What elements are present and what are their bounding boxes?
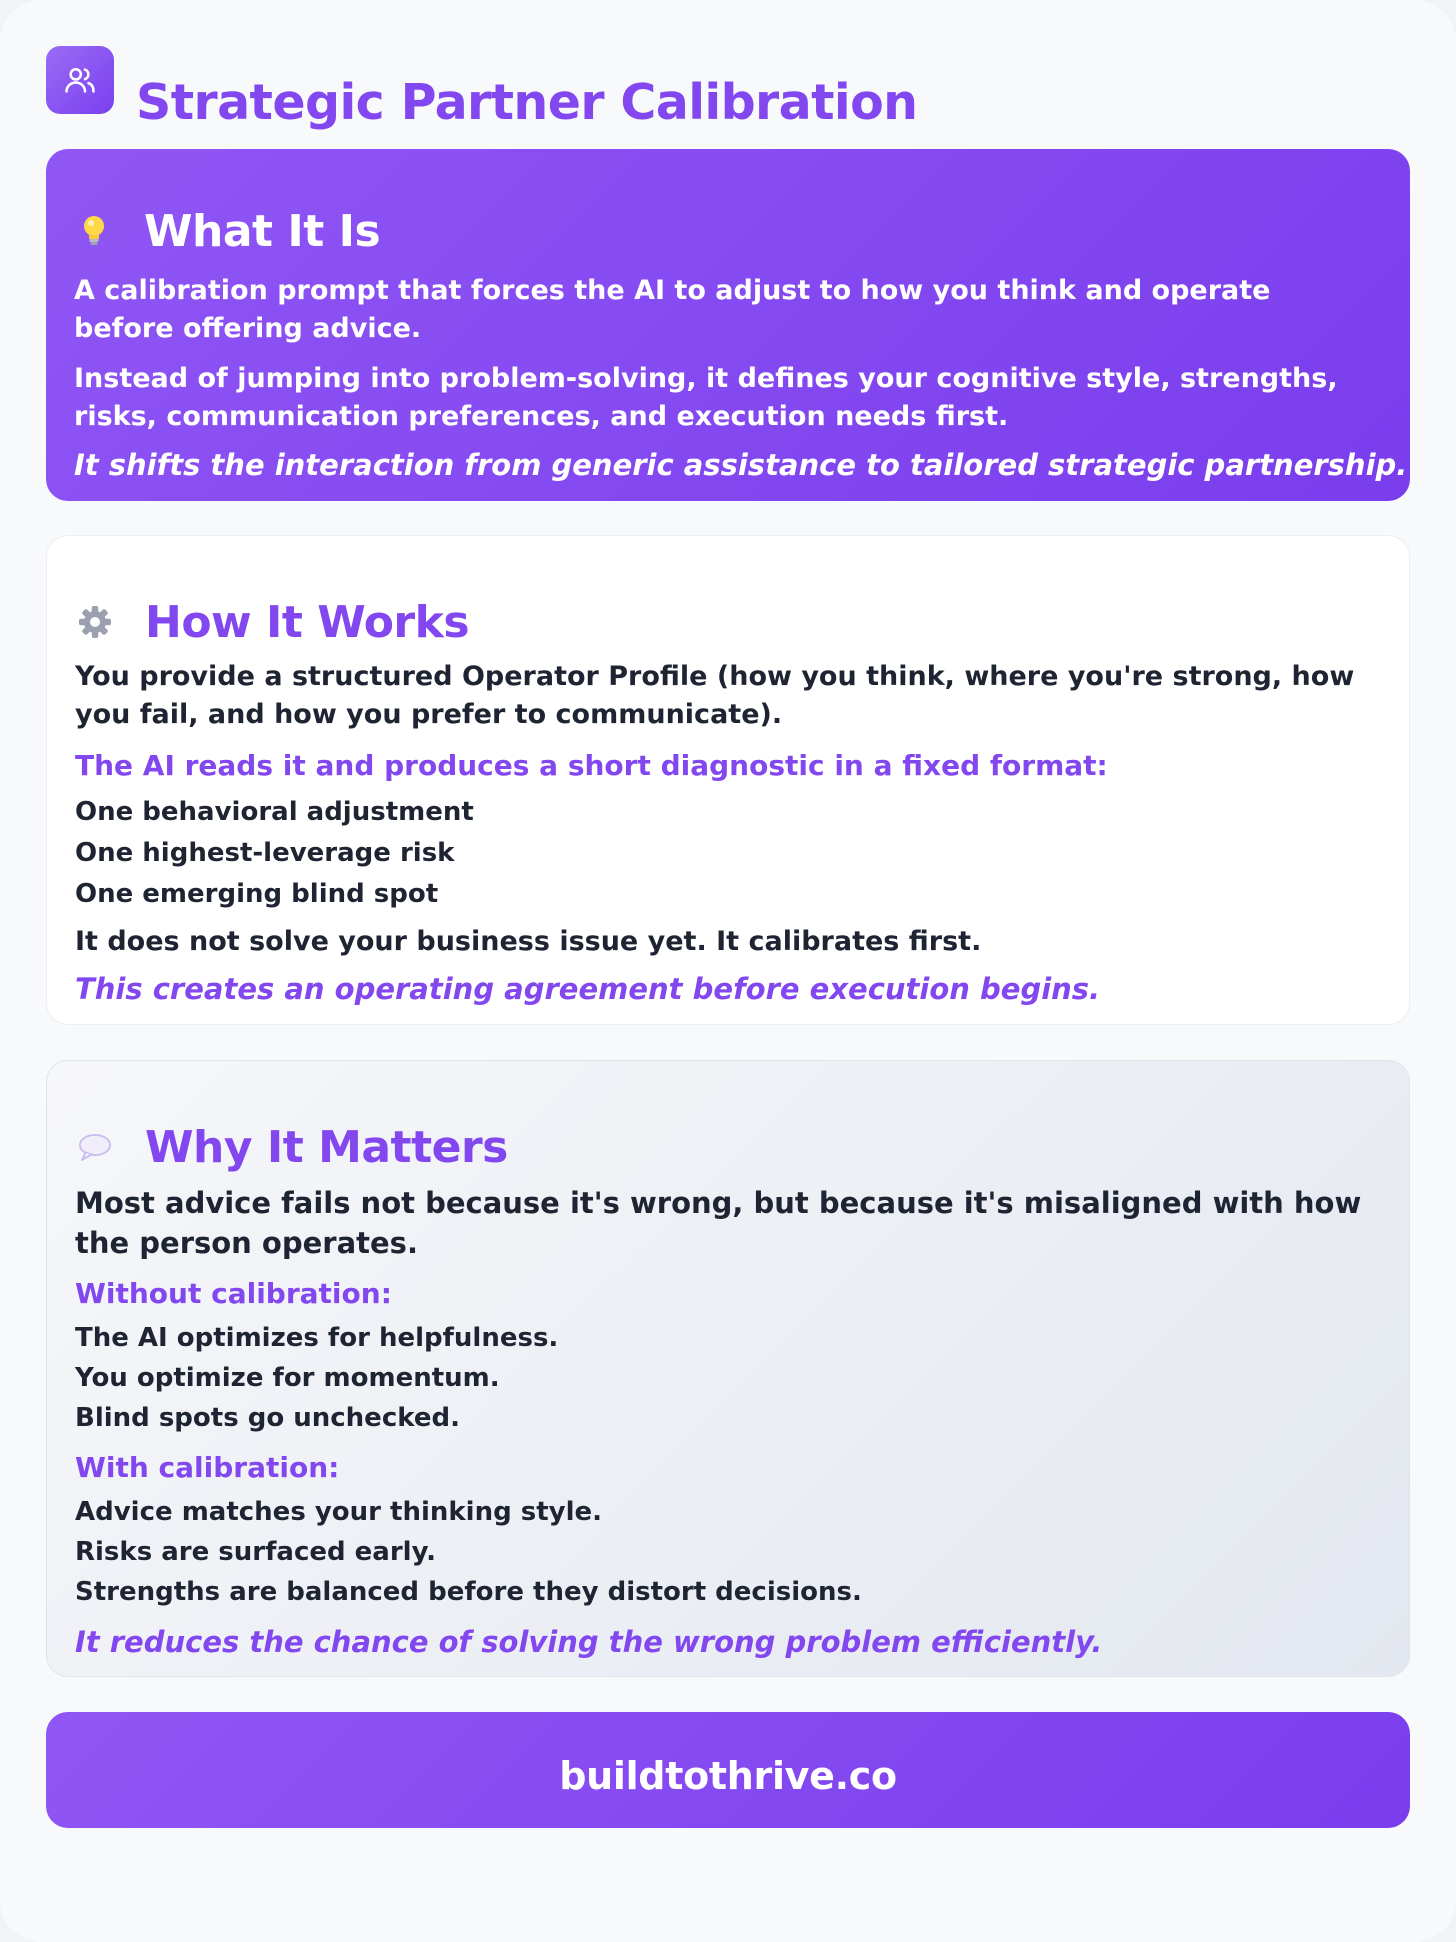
why-it-matters-intro: Most advice fails not because it's wrong, but because it's misaligned with how the person operates. — [75, 1186, 1362, 1260]
footer-link[interactable]: buildtothrive.co — [559, 1754, 897, 1798]
list-item: The AI optimizes for helpfulness. — [75, 1323, 559, 1353]
footer-banner — [46, 1712, 1410, 1828]
gear-icon — [75, 602, 115, 642]
why-it-matters-header — [75, 1117, 508, 1177]
what-it-is-header — [74, 201, 380, 261]
speech-bubble-icon — [75, 1127, 115, 1167]
list-item: One behavioral adjustment — [75, 797, 474, 827]
why-it-matters-heading: Why It Matters — [145, 1121, 508, 1173]
page-title: Strategic Partner Calibration — [136, 74, 918, 131]
with-calibration-heading: With calibration: — [75, 1451, 340, 1484]
list-item: Blind spots go unchecked. — [75, 1403, 460, 1433]
list-item: Advice matches your thinking style. — [75, 1497, 603, 1527]
how-it-works-closing: This creates an operating agreement before execution begins. — [75, 972, 1101, 1006]
list-item: One highest-leverage risk — [75, 838, 455, 868]
list-item: Risks are surfaced early. — [75, 1537, 437, 1567]
list-item: Strengths are balanced before they distort decisions. — [75, 1577, 862, 1607]
how-it-works-subheading: The AI reads it and produces a short diagnostic in a fixed format: — [75, 749, 1108, 782]
how-it-works-intro: You provide a structured Operator Profile (how you think, where you're strong, how you fail, and how you prefer to communicate). — [75, 661, 1355, 730]
how-it-works-header — [75, 592, 469, 652]
list-item: One emerging blind spot — [75, 879, 439, 909]
list-item: You optimize for momentum. — [75, 1363, 500, 1393]
what-it-is-card — [46, 149, 1410, 501]
what-it-is-paragraph-1: A calibration prompt that forces the AI to adjust to how you think and operate before offering advice. — [74, 275, 1271, 344]
why-it-matters-card — [46, 1060, 1410, 1677]
how-it-works-card — [46, 535, 1410, 1025]
without-calibration-heading: Without calibration: — [75, 1277, 392, 1310]
what-it-is-paragraph-2: Instead of jumping into problem-solving, it defines your cognitive style, strengths, risks, communication preferences, and execution needs first. — [74, 363, 1338, 432]
how-it-works-heading: How It Works — [145, 596, 470, 648]
lightbulb-icon — [74, 211, 114, 251]
what-it-is-heading: What It Is — [144, 205, 381, 257]
logo-badge — [46, 46, 114, 114]
how-it-works-note: It does not solve your business issue yet. It calibrates first. — [75, 926, 982, 957]
why-it-matters-closing: It reduces the chance of solving the wrong problem efficiently. — [75, 1625, 1103, 1659]
what-it-is-summary: It shifts the interaction from generic assistance to tailored strategic partnership. — [74, 448, 1408, 482]
users-icon — [63, 63, 97, 97]
